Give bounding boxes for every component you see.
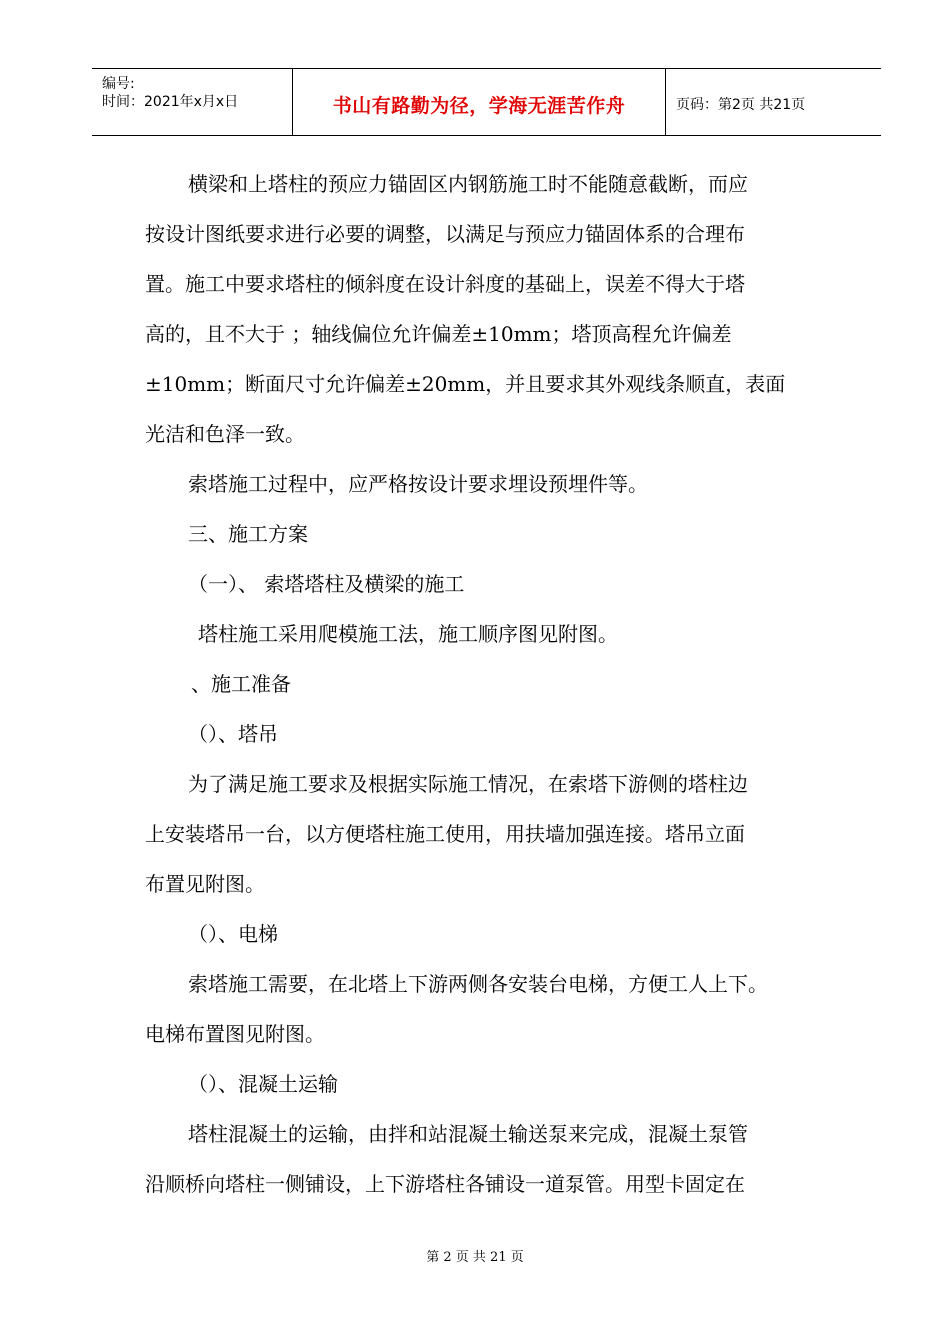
text-line: 横梁和上塔柱的预应力锚固区内钢筋施工时不能随意截断，而应 [188,172,748,196]
text-line: ±10mm；断面尺寸允许偏差±20mm，并且要求其外观线条顺直，表面 [145,372,786,396]
subsection-heading: （）、混凝土运输 [188,1072,338,1096]
text-line: 上安装塔吊一台，以方便塔柱施工使用，用扶墙加强连接。塔吊立面 [145,822,745,846]
text-line: 塔柱施工采用爬模施工法，施工顺序图见附图。 [198,622,618,646]
subsection-heading: （一）、 索塔塔柱及横梁的施工 [188,572,465,596]
page-info: 页码：第2页 共21页 [676,97,806,113]
text-line: 光洁和色泽一致。 [145,422,305,446]
subsection-heading: 、施工准备 [191,672,291,696]
subsection-heading: （）、电梯 [188,922,278,946]
text-line: 置。施工中要求塔柱的倾斜度在设计斜度的基础上，误差不得大于塔 [145,272,745,296]
text-line: 塔柱混凝土的运输，由拌和站混凝土输送泵来完成，混凝土泵管 [188,1122,748,1146]
time-label: 时间：2021年x月x日 [102,94,239,110]
header-meta-cell [92,69,293,135]
page-footer: 第 2 页 共 21 页 [426,1250,524,1265]
text-line: 索塔施工需要，在北塔上下游两侧各安装台电梯，方便工人上下。 [188,972,768,996]
motto: 书山有路勤为径，学海无涯苦作舟 [332,95,626,117]
header-page-cell [666,69,881,135]
text-line: 高的，且不大于 ；轴线偏位允许偏差±10mm；塔顶高程允许偏差 [145,322,732,346]
text-line: 按设计图纸要求进行必要的调整，以满足与预应力锚固体系的合理布 [145,222,745,246]
text-line: 电梯布置图见附图。 [145,1022,325,1046]
text-line: 布置见附图。 [145,872,265,896]
text-line: 索塔施工过程中，应严格按设计要求埋设预埋件等。 [188,472,648,496]
serial-label: 编号: [102,76,135,92]
subsection-heading: （）、塔吊 [188,722,278,746]
text-line: 沿顺桥向塔柱一侧铺设，上下游塔柱各铺设一道泵管。用型卡固定在 [145,1172,745,1196]
header-motto-cell [293,69,666,135]
page-header [92,68,881,136]
text-line: 为了满足施工要求及根据实际施工情况，在索塔下游侧的塔柱边 [188,772,748,796]
section-heading: 三、施工方案 [188,522,308,546]
